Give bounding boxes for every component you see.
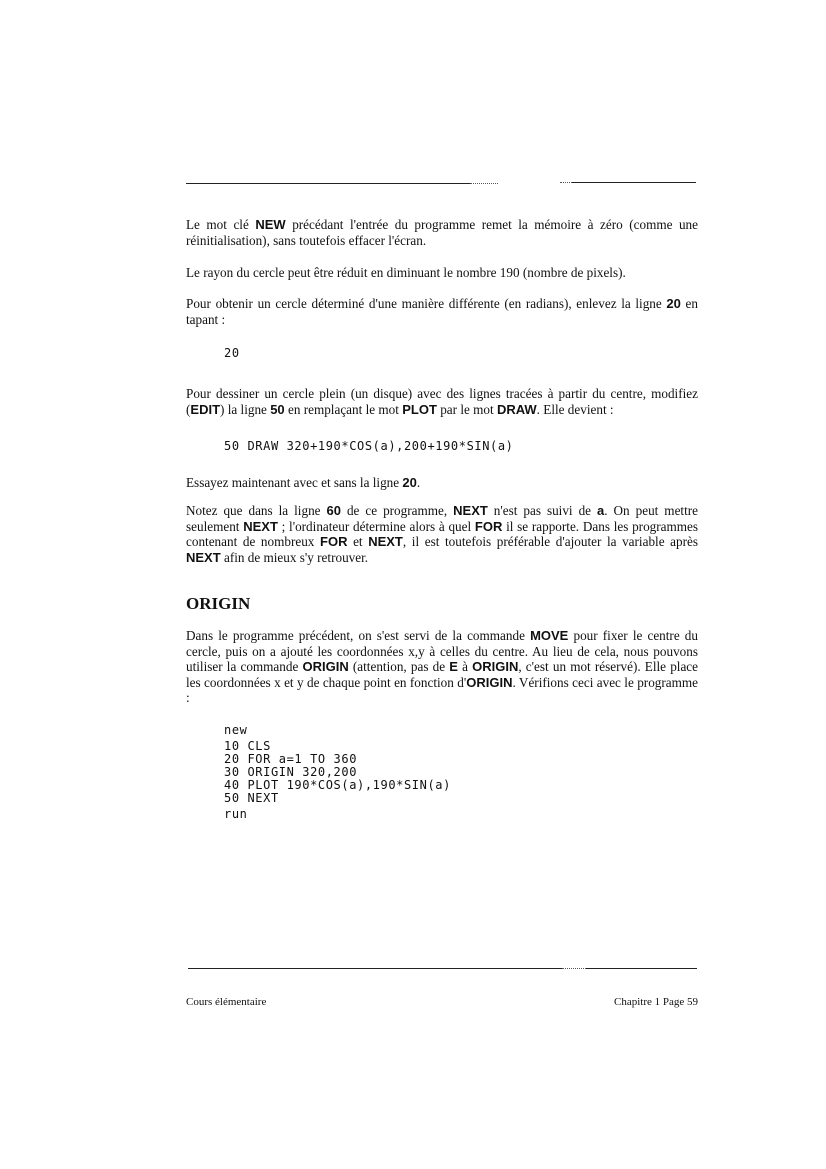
text-run: n'est pas suivi de <box>487 503 598 518</box>
text-run: en remplaçant le mot <box>284 401 403 417</box>
text-run: de ce programme, <box>340 503 454 518</box>
keyword-line-50: 50 <box>270 401 285 417</box>
keyword-line-60: 60 <box>326 503 341 518</box>
code-line: 10 CLS <box>224 739 271 753</box>
keyword-new: NEW <box>255 217 286 232</box>
paragraph-next-note <box>186 503 698 565</box>
keyword-e: E <box>449 659 458 675</box>
text-run: . Elle devient : <box>536 401 614 417</box>
keyword-origin: ORIGIN <box>302 659 349 675</box>
code-draw-line: 50 DRAW 320+190*COS(a),200+190*SIN(a) <box>224 439 514 453</box>
keyword-origin: ORIGIN <box>466 674 513 690</box>
text-run: (attention, pas de <box>348 659 450 675</box>
keyword-line-20: 20 <box>402 475 417 490</box>
bottom-rule-left <box>188 968 562 969</box>
text-run: à <box>457 659 473 675</box>
text-run: Le rayon du cercle peut être réduit en diminuant le nombre 190 (nombre de pixels). <box>186 265 626 280</box>
keyword-next: NEXT <box>453 503 488 518</box>
paragraph-origin <box>186 628 698 706</box>
code-line: 40 PLOT 190*COS(a),190*SIN(a) <box>224 778 451 792</box>
keyword-a: a <box>597 503 605 518</box>
keyword-plot: PLOT <box>402 401 437 417</box>
paragraph-radius <box>186 265 698 281</box>
text-run: ; l'ordinateur détermine alors à quel <box>277 518 475 534</box>
text-run: pour fixer le centre du cercle, puis on a ajouté les coordonnées x,y à celles du centre. Au lieu de cela, nous pouvons utiliser la commande <box>186 628 698 675</box>
text-run: afin de mieux s'y retrouver. <box>220 549 369 565</box>
keyword-origin: ORIGIN <box>472 659 519 675</box>
paragraph-try <box>186 475 698 491</box>
code-line: 50 NEXT <box>224 791 279 805</box>
text-run: en tapant : <box>186 296 698 327</box>
text-run: Pour dessiner un cercle plein (un disque) avec des lignes tracées à partir du centre, modifiez ( <box>186 386 698 417</box>
keyword-line-20: 20 <box>666 296 681 311</box>
text-run: Pour obtenir un cercle déterminé d'une manière différente (en radians), enlevez la ligne <box>186 296 667 311</box>
text-run: Notez que dans la ligne <box>186 503 327 518</box>
keyword-draw: DRAW <box>496 401 537 417</box>
keyword-next: NEXT <box>243 518 278 534</box>
text-run: , c'est un mot réservé). Elle place les coordonnées x et y de chaque point en fonction d' <box>186 659 699 690</box>
top-rule-dots-right <box>560 182 572 183</box>
top-rule-dots <box>470 183 498 184</box>
text-run: précédant l'entrée du programme remet la mémoire à zéro (comme une réinitialisation), sans toutefois effacer l'écran. <box>186 217 698 248</box>
paragraph-radians <box>186 296 698 327</box>
code-line: 20 FOR a=1 TO 360 <box>224 752 358 766</box>
text-run: il se rapporte. Dans les programmes contenant de nombreux <box>186 518 698 550</box>
keyword-edit: EDIT <box>190 401 221 417</box>
footer-page-number: Chapitre 1 Page 59 <box>613 996 698 1008</box>
code-line: run <box>224 807 248 821</box>
top-rule-left <box>186 183 470 184</box>
text-run: par le mot <box>436 401 497 417</box>
keyword-for: FOR <box>320 534 348 550</box>
keyword-move: MOVE <box>530 628 569 643</box>
keyword-next: NEXT <box>368 534 403 550</box>
text-run: Dans le programme précédent, on s'est servi de la commande <box>186 628 531 643</box>
text-run: . On peut mettre seulement <box>186 503 698 534</box>
text-run: Essayez maintenant avec et sans la ligne <box>186 475 403 490</box>
text-run: Le mot clé <box>186 217 256 232</box>
text-run: et <box>347 534 369 550</box>
keyword-for: FOR <box>474 518 503 534</box>
paragraph-disk <box>186 386 698 417</box>
bottom-rule-dots <box>562 968 586 969</box>
footer-book-title: Cours élémentaire <box>186 996 267 1008</box>
text-run: , il est toutefois préférable d'ajouter la variable après <box>402 534 698 550</box>
paragraph-new-keyword <box>186 217 698 248</box>
code-line: new <box>224 723 248 737</box>
section-heading-origin: ORIGIN <box>186 594 251 613</box>
bottom-rule-right <box>586 968 697 969</box>
top-rule-right <box>572 182 696 183</box>
text-run: . <box>416 475 421 490</box>
code-line-20: 20 <box>224 346 240 360</box>
code-line: 30 ORIGIN 320,200 <box>224 765 358 779</box>
keyword-next: NEXT <box>186 549 221 565</box>
text-run: . Vérifions ceci avec le programme : <box>186 674 698 706</box>
text-run: ) la ligne <box>220 401 271 417</box>
